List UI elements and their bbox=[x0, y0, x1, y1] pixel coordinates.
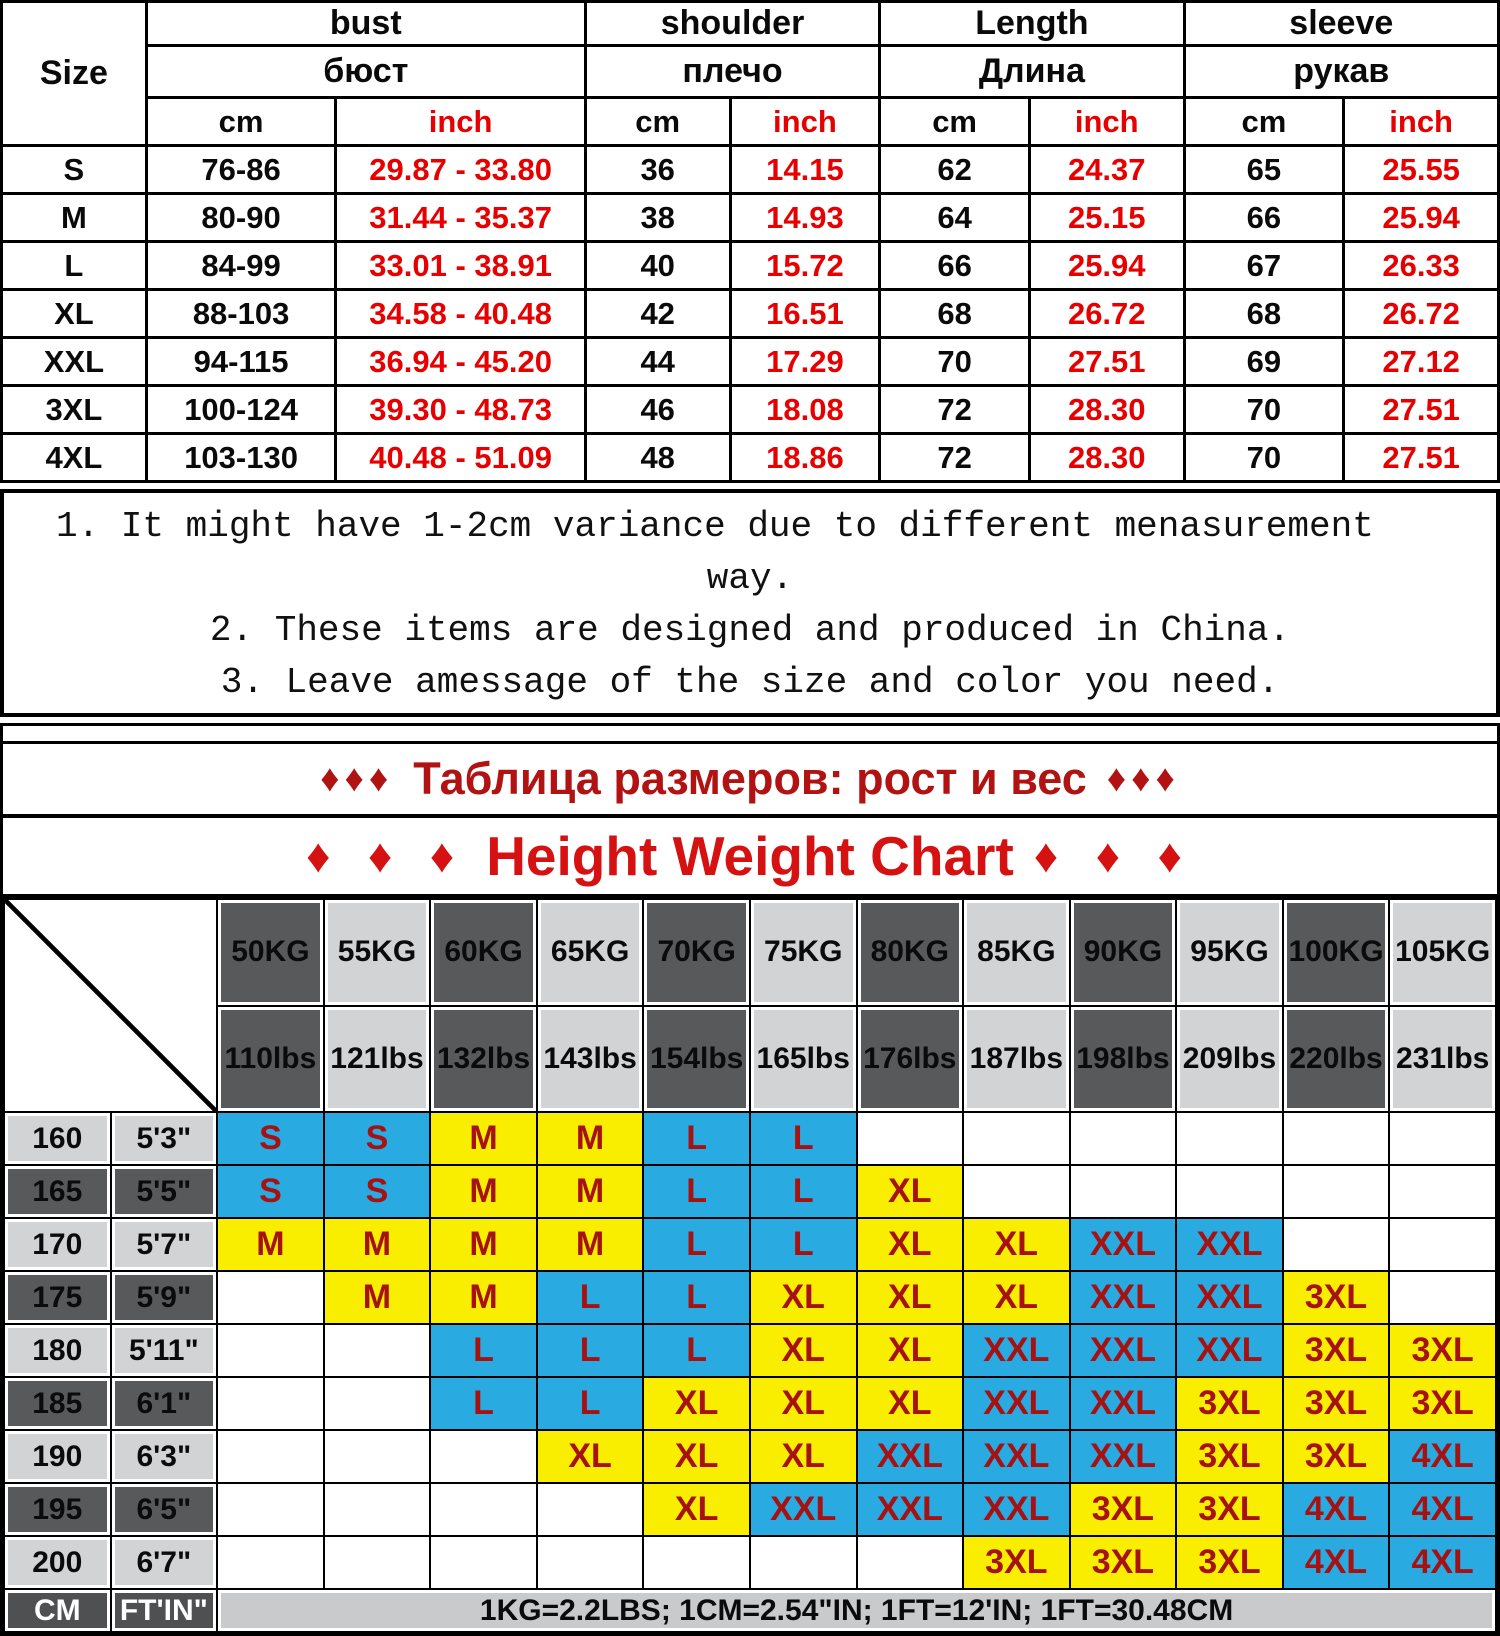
weight-kg-header: 50KG bbox=[217, 899, 324, 1006]
cm-value-cell: 76-86 bbox=[146, 146, 336, 194]
height-ftin-label: 5'11" bbox=[111, 1324, 218, 1377]
height-row bbox=[4, 1536, 1496, 1589]
cm-value-cell: 65 bbox=[1184, 146, 1344, 194]
weight-kg-header: 95KG bbox=[1176, 899, 1283, 1006]
bust-header: bust bbox=[146, 2, 585, 46]
empty-matrix-cell bbox=[643, 1536, 750, 1589]
chart-title-ru-text: Таблица размеров: рост и вес bbox=[413, 753, 1087, 804]
height-row bbox=[4, 1218, 1496, 1271]
inch-value-cell: 27.12 bbox=[1344, 338, 1499, 386]
size-table-row bbox=[2, 386, 1499, 434]
size-matrix-cell: XXL bbox=[963, 1324, 1070, 1377]
weight-lbs-header: 165lbs bbox=[750, 1006, 857, 1113]
cm-value-cell: 103-130 bbox=[146, 434, 336, 482]
size-matrix-cell: 4XL bbox=[1389, 1430, 1496, 1483]
diagonal-corner-cell bbox=[4, 899, 217, 1112]
height-cm-label: 195 bbox=[4, 1483, 111, 1536]
note-1: 1. It might have 1-2cm variance due to different menasurement bbox=[56, 506, 1374, 547]
empty-matrix-cell bbox=[217, 1483, 324, 1536]
height-cm-label: 190 bbox=[4, 1430, 111, 1483]
weight-kg-header: 90KG bbox=[1070, 899, 1177, 1006]
empty-matrix-cell bbox=[324, 1430, 431, 1483]
size-matrix-cell: L bbox=[537, 1271, 644, 1324]
height-ftin-label: 5'3" bbox=[111, 1112, 218, 1165]
empty-matrix-cell bbox=[1176, 1112, 1283, 1165]
cm-unit-label: cm bbox=[585, 98, 730, 146]
height-ftin-label: 6'3" bbox=[111, 1430, 218, 1483]
size-matrix-cell: XL bbox=[857, 1377, 964, 1430]
conversion-note: 1KG=2.2LBS; 1CM=2.54"IN; 1FT=12'IN; 1FT=30.48CM bbox=[217, 1589, 1496, 1632]
inch-value-cell: 15.72 bbox=[730, 242, 880, 290]
weight-kg-row bbox=[4, 899, 1496, 1006]
weight-lbs-header: 110lbs bbox=[217, 1006, 324, 1113]
empty-matrix-cell bbox=[750, 1536, 857, 1589]
inch-value-cell: 26.72 bbox=[1029, 290, 1184, 338]
size-matrix-cell: M bbox=[324, 1271, 431, 1324]
inch-value-cell: 26.72 bbox=[1344, 290, 1499, 338]
inch-value-cell: 28.30 bbox=[1029, 434, 1184, 482]
height-row bbox=[4, 1165, 1496, 1218]
empty-matrix-cell bbox=[963, 1112, 1070, 1165]
cm-value-cell: 72 bbox=[880, 386, 1030, 434]
weight-lbs-header: 187lbs bbox=[963, 1006, 1070, 1113]
inch-unit-label: inch bbox=[730, 98, 880, 146]
inch-value-cell: 34.58 - 40.48 bbox=[336, 290, 585, 338]
size-matrix-cell: L bbox=[750, 1112, 857, 1165]
height-weight-chart-section bbox=[0, 723, 1500, 1636]
inch-value-cell: 27.51 bbox=[1344, 434, 1499, 482]
empty-matrix-cell bbox=[1283, 1218, 1390, 1271]
height-cm-label: 175 bbox=[4, 1271, 111, 1324]
size-table-row bbox=[2, 146, 1499, 194]
size-matrix-cell: XXL bbox=[857, 1483, 964, 1536]
empty-matrix-cell bbox=[1389, 1271, 1496, 1324]
size-matrix-cell: XL bbox=[857, 1165, 964, 1218]
height-cm-label: 185 bbox=[4, 1377, 111, 1430]
inch-value-cell: 18.08 bbox=[730, 386, 880, 434]
size-matrix-cell: XL bbox=[750, 1324, 857, 1377]
cm-value-cell: 69 bbox=[1184, 338, 1344, 386]
size-table-row bbox=[2, 290, 1499, 338]
size-matrix-cell: M bbox=[430, 1271, 537, 1324]
height-cm-label: 200 bbox=[4, 1536, 111, 1589]
size-cell: 4XL bbox=[2, 434, 147, 482]
diamond-icons-right: ♦♦♦ bbox=[1106, 757, 1180, 800]
length-header: Length bbox=[880, 2, 1184, 46]
cm-value-cell: 38 bbox=[585, 194, 730, 242]
empty-matrix-cell bbox=[1283, 1165, 1390, 1218]
inch-unit-label: inch bbox=[1344, 98, 1499, 146]
inch-unit-label: inch bbox=[336, 98, 585, 146]
size-matrix-cell: XXL bbox=[1176, 1324, 1283, 1377]
size-cell: S bbox=[2, 146, 147, 194]
weight-lbs-header: 143lbs bbox=[537, 1006, 644, 1113]
empty-matrix-cell bbox=[857, 1536, 964, 1589]
weight-kg-header: 55KG bbox=[324, 899, 431, 1006]
size-matrix-cell: 3XL bbox=[1283, 1324, 1390, 1377]
size-table-row bbox=[2, 242, 1499, 290]
height-row bbox=[4, 1483, 1496, 1536]
inch-value-cell: 14.15 bbox=[730, 146, 880, 194]
size-matrix-cell: 4XL bbox=[1283, 1483, 1390, 1536]
size-matrix-cell: XXL bbox=[857, 1430, 964, 1483]
size-matrix-cell: XL bbox=[643, 1430, 750, 1483]
chart-title-en-text: Height Weight Chart bbox=[486, 825, 1014, 887]
size-matrix-cell: XL bbox=[857, 1218, 964, 1271]
size-cell: L bbox=[2, 242, 147, 290]
weight-lbs-row bbox=[4, 1006, 1496, 1113]
size-matrix-cell: 3XL bbox=[1283, 1377, 1390, 1430]
size-matrix-cell: 3XL bbox=[963, 1536, 1070, 1589]
note-1-continued: way. bbox=[706, 558, 794, 599]
size-matrix-cell: L bbox=[643, 1112, 750, 1165]
inch-value-cell: 27.51 bbox=[1029, 338, 1184, 386]
shoulder-header-ru: плечо bbox=[585, 46, 879, 98]
diamond-icons-right: ♦ ♦ ♦ bbox=[1033, 829, 1194, 883]
cm-value-cell: 67 bbox=[1184, 242, 1344, 290]
size-table bbox=[0, 0, 1500, 483]
weight-kg-header: 85KG bbox=[963, 899, 1070, 1006]
cm-value-cell: 42 bbox=[585, 290, 730, 338]
size-matrix-cell: 3XL bbox=[1283, 1430, 1390, 1483]
weight-lbs-header: 121lbs bbox=[324, 1006, 431, 1113]
empty-matrix-cell bbox=[324, 1536, 431, 1589]
size-matrix-cell: XXL bbox=[963, 1430, 1070, 1483]
size-matrix-cell: S bbox=[324, 1165, 431, 1218]
chart-top-strip bbox=[3, 726, 1497, 744]
bust-header-ru: бюст bbox=[146, 46, 585, 98]
weight-kg-header: 80KG bbox=[857, 899, 964, 1006]
inch-value-cell: 18.86 bbox=[730, 434, 880, 482]
inch-value-cell: 29.87 - 33.80 bbox=[336, 146, 585, 194]
empty-matrix-cell bbox=[217, 1271, 324, 1324]
empty-matrix-cell bbox=[217, 1324, 324, 1377]
size-matrix-cell: 4XL bbox=[1389, 1483, 1496, 1536]
height-weight-matrix bbox=[3, 898, 1497, 1633]
note-3: 3. Leave amessage of the size and color you need. bbox=[220, 662, 1280, 703]
empty-matrix-cell bbox=[1070, 1112, 1177, 1165]
size-matrix-cell: 4XL bbox=[1389, 1536, 1496, 1589]
empty-matrix-cell bbox=[430, 1536, 537, 1589]
size-matrix-cell: XL bbox=[963, 1271, 1070, 1324]
notes-box bbox=[0, 489, 1500, 717]
inch-value-cell: 25.55 bbox=[1344, 146, 1499, 194]
size-matrix-cell: XXL bbox=[1070, 1430, 1177, 1483]
inch-unit-label: inch bbox=[1029, 98, 1184, 146]
size-table-row bbox=[2, 434, 1499, 482]
weight-kg-header: 100KG bbox=[1283, 899, 1390, 1006]
size-matrix-cell: 3XL bbox=[1176, 1377, 1283, 1430]
size-matrix-cell: XL bbox=[537, 1430, 644, 1483]
size-matrix-cell: XL bbox=[750, 1377, 857, 1430]
height-row bbox=[4, 1271, 1496, 1324]
size-cell: M bbox=[2, 194, 147, 242]
inch-value-cell: 25.94 bbox=[1029, 242, 1184, 290]
size-matrix-cell: XL bbox=[643, 1483, 750, 1536]
height-ftin-label: 6'7" bbox=[111, 1536, 218, 1589]
cm-value-cell: 88-103 bbox=[146, 290, 336, 338]
cm-value-cell: 44 bbox=[585, 338, 730, 386]
length-header-ru: Длина bbox=[880, 46, 1184, 98]
size-matrix-cell: 3XL bbox=[1389, 1324, 1496, 1377]
cm-value-cell: 72 bbox=[880, 434, 1030, 482]
cm-value-cell: 68 bbox=[1184, 290, 1344, 338]
weight-lbs-header: 198lbs bbox=[1070, 1006, 1177, 1113]
size-matrix-cell: S bbox=[217, 1165, 324, 1218]
empty-matrix-cell bbox=[963, 1165, 1070, 1218]
cm-value-cell: 100-124 bbox=[146, 386, 336, 434]
cm-value-cell: 80-90 bbox=[146, 194, 336, 242]
empty-matrix-cell bbox=[430, 1483, 537, 1536]
cm-value-cell: 40 bbox=[585, 242, 730, 290]
empty-matrix-cell bbox=[1389, 1112, 1496, 1165]
height-cm-label: 165 bbox=[4, 1165, 111, 1218]
size-matrix-cell: 3XL bbox=[1176, 1430, 1283, 1483]
weight-kg-header: 105KG bbox=[1389, 899, 1496, 1006]
height-cm-label: 160 bbox=[4, 1112, 111, 1165]
size-matrix-cell: L bbox=[643, 1324, 750, 1377]
empty-matrix-cell bbox=[1283, 1112, 1390, 1165]
cm-value-cell: 66 bbox=[1184, 194, 1344, 242]
size-matrix-cell: L bbox=[537, 1377, 644, 1430]
weight-lbs-header: 176lbs bbox=[857, 1006, 964, 1113]
empty-matrix-cell bbox=[324, 1324, 431, 1377]
size-matrix-cell: XXL bbox=[1176, 1218, 1283, 1271]
footer-ftin-label: FT'IN" bbox=[111, 1589, 218, 1632]
size-table-row bbox=[2, 338, 1499, 386]
cm-value-cell: 70 bbox=[1184, 434, 1344, 482]
size-matrix-cell: XL bbox=[857, 1324, 964, 1377]
empty-matrix-cell bbox=[857, 1112, 964, 1165]
cm-value-cell: 36 bbox=[585, 146, 730, 194]
inch-value-cell: 25.15 bbox=[1029, 194, 1184, 242]
empty-matrix-cell bbox=[1389, 1165, 1496, 1218]
cm-value-cell: 46 bbox=[585, 386, 730, 434]
size-matrix-cell: S bbox=[217, 1112, 324, 1165]
size-matrix-cell: M bbox=[430, 1218, 537, 1271]
empty-matrix-cell bbox=[537, 1536, 644, 1589]
inch-value-cell: 27.51 bbox=[1344, 386, 1499, 434]
cm-unit-label: cm bbox=[880, 98, 1030, 146]
size-matrix-cell: XL bbox=[857, 1271, 964, 1324]
size-matrix-cell: 3XL bbox=[1070, 1536, 1177, 1589]
cm-value-cell: 48 bbox=[585, 434, 730, 482]
weight-kg-header: 65KG bbox=[537, 899, 644, 1006]
height-ftin-label: 5'5" bbox=[111, 1165, 218, 1218]
size-matrix-cell: L bbox=[750, 1218, 857, 1271]
size-cell: XL bbox=[2, 290, 147, 338]
height-row bbox=[4, 1377, 1496, 1430]
cm-value-cell: 94-115 bbox=[146, 338, 336, 386]
size-matrix-cell: XXL bbox=[963, 1377, 1070, 1430]
height-ftin-label: 5'9" bbox=[111, 1271, 218, 1324]
size-matrix-cell: XXL bbox=[1176, 1271, 1283, 1324]
size-matrix-cell: XL bbox=[963, 1218, 1070, 1271]
size-matrix-cell: XXL bbox=[750, 1483, 857, 1536]
size-matrix-cell: M bbox=[430, 1165, 537, 1218]
height-ftin-label: 5'7" bbox=[111, 1218, 218, 1271]
size-matrix-cell: M bbox=[537, 1165, 644, 1218]
size-table-header-ru bbox=[2, 46, 1499, 98]
size-matrix-cell: S bbox=[324, 1112, 431, 1165]
size-matrix-cell: L bbox=[430, 1324, 537, 1377]
size-matrix-cell: M bbox=[537, 1218, 644, 1271]
height-cm-label: 170 bbox=[4, 1218, 111, 1271]
size-matrix-cell: M bbox=[217, 1218, 324, 1271]
weight-lbs-header: 220lbs bbox=[1283, 1006, 1390, 1113]
chart-title-english bbox=[3, 818, 1497, 898]
weight-lbs-header: 231lbs bbox=[1389, 1006, 1496, 1113]
weight-kg-header: 70KG bbox=[643, 899, 750, 1006]
shoulder-header: shoulder bbox=[585, 2, 879, 46]
empty-matrix-cell bbox=[217, 1377, 324, 1430]
cm-value-cell: 68 bbox=[880, 290, 1030, 338]
empty-matrix-cell bbox=[217, 1430, 324, 1483]
height-cm-label: 180 bbox=[4, 1324, 111, 1377]
empty-matrix-cell bbox=[537, 1483, 644, 1536]
size-matrix-cell: 3XL bbox=[1283, 1271, 1390, 1324]
size-matrix-cell: L bbox=[537, 1324, 644, 1377]
sleeve-header-ru: рукав bbox=[1184, 46, 1498, 98]
size-table-header-en bbox=[2, 2, 1499, 46]
chart-title-russian bbox=[3, 744, 1497, 818]
empty-matrix-cell bbox=[217, 1536, 324, 1589]
cm-value-cell: 70 bbox=[880, 338, 1030, 386]
size-matrix-cell: 3XL bbox=[1389, 1377, 1496, 1430]
size-matrix-cell: 3XL bbox=[1070, 1483, 1177, 1536]
note-2: 2. These items are designed and produced in China. bbox=[209, 610, 1291, 651]
cm-value-cell: 70 bbox=[1184, 386, 1344, 434]
inch-value-cell: 25.94 bbox=[1344, 194, 1499, 242]
weight-lbs-header: 132lbs bbox=[430, 1006, 537, 1113]
inch-value-cell: 16.51 bbox=[730, 290, 880, 338]
inch-value-cell: 39.30 - 48.73 bbox=[336, 386, 585, 434]
size-matrix-cell: L bbox=[643, 1165, 750, 1218]
size-matrix-cell: M bbox=[430, 1112, 537, 1165]
height-ftin-label: 6'5" bbox=[111, 1483, 218, 1536]
size-matrix-cell: 3XL bbox=[1176, 1536, 1283, 1589]
empty-matrix-cell bbox=[1070, 1165, 1177, 1218]
size-matrix-cell: XXL bbox=[1070, 1218, 1177, 1271]
inch-value-cell: 14.93 bbox=[730, 194, 880, 242]
cm-unit-label: cm bbox=[1184, 98, 1344, 146]
height-ftin-label: 6'1" bbox=[111, 1377, 218, 1430]
size-corner-label: Size bbox=[2, 2, 147, 146]
weight-lbs-header: 209lbs bbox=[1176, 1006, 1283, 1113]
diamond-icons-left: ♦ ♦ ♦ bbox=[306, 829, 467, 883]
size-matrix-cell: M bbox=[537, 1112, 644, 1165]
cm-value-cell: 62 bbox=[880, 146, 1030, 194]
weight-kg-header: 60KG bbox=[430, 899, 537, 1006]
empty-matrix-cell bbox=[324, 1377, 431, 1430]
size-cell: XXL bbox=[2, 338, 147, 386]
size-matrix-cell: L bbox=[643, 1271, 750, 1324]
inch-value-cell: 31.44 - 35.37 bbox=[336, 194, 585, 242]
size-matrix-cell: XXL bbox=[963, 1483, 1070, 1536]
empty-matrix-cell bbox=[430, 1430, 537, 1483]
size-cell: 3XL bbox=[2, 386, 147, 434]
weight-lbs-header: 154lbs bbox=[643, 1006, 750, 1113]
cm-unit-label: cm bbox=[146, 98, 336, 146]
diamond-icons-left: ♦♦♦ bbox=[320, 757, 394, 800]
inch-value-cell: 17.29 bbox=[730, 338, 880, 386]
size-table-row bbox=[2, 194, 1499, 242]
inch-value-cell: 40.48 - 51.09 bbox=[336, 434, 585, 482]
cm-value-cell: 64 bbox=[880, 194, 1030, 242]
inch-value-cell: 28.30 bbox=[1029, 386, 1184, 434]
size-matrix-cell: XXL bbox=[1070, 1271, 1177, 1324]
size-matrix-cell: L bbox=[643, 1218, 750, 1271]
height-row bbox=[4, 1112, 1496, 1165]
sleeve-header: sleeve bbox=[1184, 2, 1498, 46]
height-row bbox=[4, 1324, 1496, 1377]
size-matrix-cell: 3XL bbox=[1176, 1483, 1283, 1536]
empty-matrix-cell bbox=[324, 1483, 431, 1536]
height-row bbox=[4, 1430, 1496, 1483]
size-matrix-cell: XL bbox=[643, 1377, 750, 1430]
size-matrix-cell: M bbox=[324, 1218, 431, 1271]
inch-value-cell: 26.33 bbox=[1344, 242, 1499, 290]
size-matrix-cell: L bbox=[430, 1377, 537, 1430]
inch-value-cell: 24.37 bbox=[1029, 146, 1184, 194]
empty-matrix-cell bbox=[1176, 1165, 1283, 1218]
footer-cm-label: CM bbox=[4, 1589, 111, 1632]
inch-value-cell: 36.94 - 45.20 bbox=[336, 338, 585, 386]
weight-kg-header: 75KG bbox=[750, 899, 857, 1006]
size-matrix-cell: XXL bbox=[1070, 1324, 1177, 1377]
cm-value-cell: 84-99 bbox=[146, 242, 336, 290]
cm-value-cell: 66 bbox=[880, 242, 1030, 290]
matrix-footer-row bbox=[4, 1589, 1496, 1632]
inch-value-cell: 33.01 - 38.91 bbox=[336, 242, 585, 290]
empty-matrix-cell bbox=[1389, 1218, 1496, 1271]
size-matrix-cell: XL bbox=[750, 1430, 857, 1483]
size-matrix-cell: XXL bbox=[1070, 1377, 1177, 1430]
size-matrix-cell: XL bbox=[750, 1271, 857, 1324]
size-table-header-units bbox=[2, 98, 1499, 146]
size-matrix-cell: 4XL bbox=[1283, 1536, 1390, 1589]
size-matrix-cell: L bbox=[750, 1165, 857, 1218]
